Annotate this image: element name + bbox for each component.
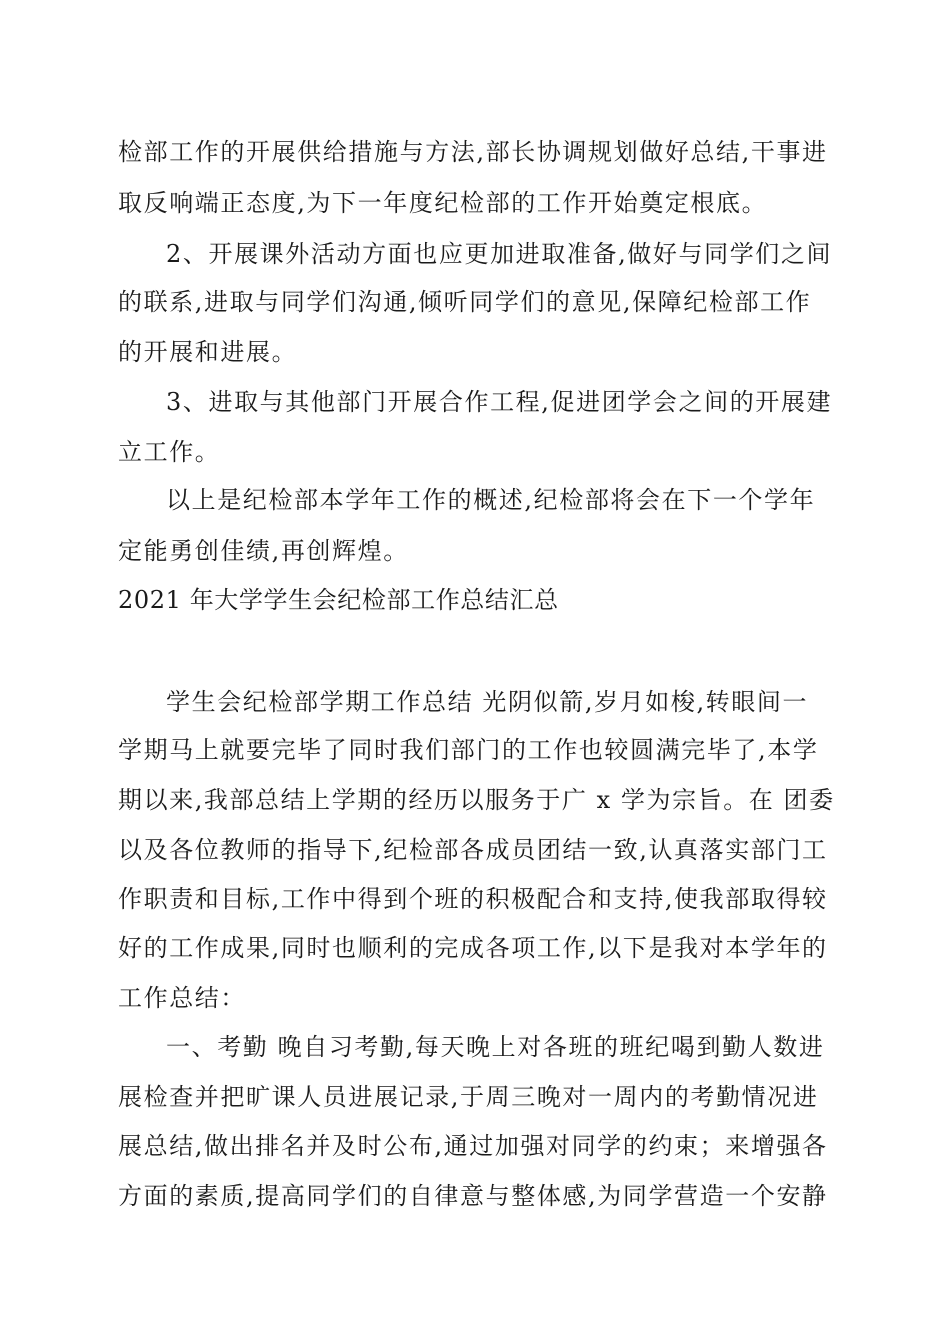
paragraph-line: 展检查并把旷课人员进展记录,于周三晚对一周内的考勤情况进 [118, 1083, 819, 1111]
paragraph-line: 学生会纪检部学期工作总结 光阴似箭,岁月如梭,转眼间一 [166, 688, 809, 716]
paragraph-line: 取反响端正态度,为下一年度纪检部的工作开始奠定根底。 [118, 189, 768, 217]
paragraph-line: 一、考勤 晚自习考勤,每天晚上对各班的班纪喝到勤人数进 [166, 1033, 825, 1061]
paragraph-line: 方面的素质,提高同学们的自律意与整体感,为同学营造一个安静 [118, 1182, 828, 1210]
paragraph-line: 2、开展课外活动方面也应更加进取准备,做好与同学们之间 [166, 240, 833, 268]
paragraph-line: 以上是纪检部本学年工作的概述,纪检部将会在下一个学年 [166, 486, 816, 514]
paragraph-line: 的联系,进取与同学们沟通,倾听同学们的意见,保障纪检部工作 [118, 288, 812, 316]
paragraph-line: 定能勇创佳绩,再创辉煌。 [118, 537, 409, 565]
paragraph-line: 展总结,做出排名并及时公布,通过加强对同学的约束；来增强各 [118, 1132, 828, 1160]
paragraph-line: 期以来,我部总结上学期的经历以服务于广 x 学为宗旨。在 团委 [118, 786, 835, 814]
paragraph-line: 的开展和进展。 [118, 338, 298, 366]
paragraph-line: 作职责和目标,工作中得到个班的积极配合和支持,使我部取得较 [118, 885, 828, 913]
paragraph-line: 3、进取与其他部门开展合作工程,促进团学会之间的开展建 [166, 388, 833, 416]
paragraph-line: 立工作。 [118, 438, 221, 466]
paragraph-line: 检部工作的开展供给措施与方法,部长协调规划做好总结,干事进 [118, 138, 828, 166]
paragraph-line: 工作总结： [118, 984, 246, 1012]
paragraph-line: 好的工作成果,同时也顺利的完成各项工作,以下是我对本学年的 [118, 934, 828, 962]
section-title: 2021 年大学学生会纪检部工作总结汇总 [118, 586, 559, 614]
paragraph-line: 以及各位教师的指导下,纪检部各成员团结一致,认真落实部门工 [118, 836, 828, 864]
paragraph-line: 学期马上就要完毕了同时我们部门的工作也较圆满完毕了,本学 [118, 736, 819, 764]
